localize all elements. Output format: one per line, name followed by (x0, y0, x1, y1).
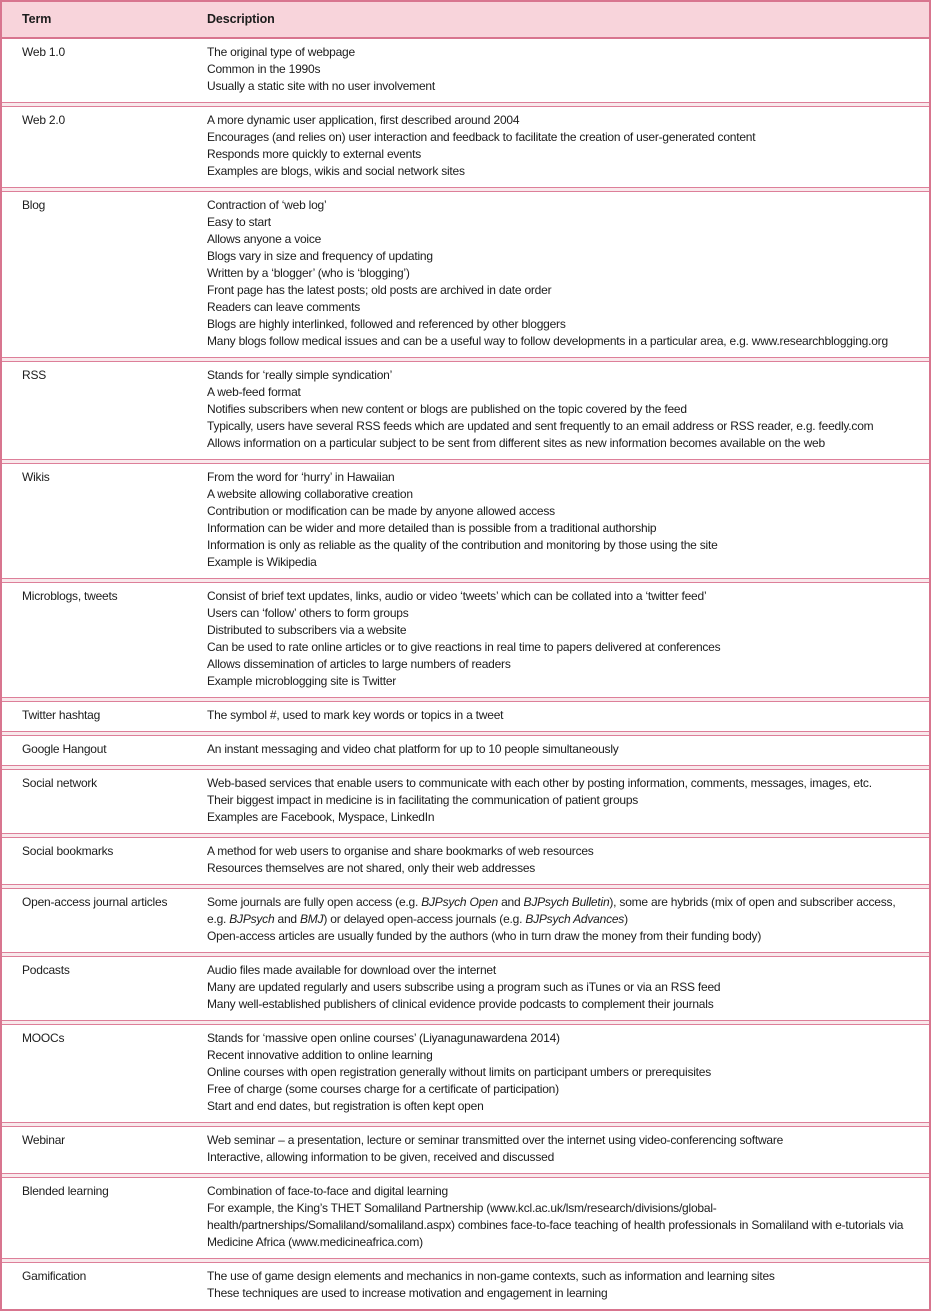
table-row (2, 838, 929, 884)
description-cell (207, 583, 929, 697)
description-line: Resources themselves are not shared, only their web addresses (207, 861, 536, 875)
description-line: Examples are Facebook, Myspace, LinkedIn (207, 810, 435, 824)
description-line: Stands for ‘really simple syndication’ (207, 368, 393, 382)
term-cell: Twitter hashtag (22, 708, 101, 722)
description-line: Combination of face-to-face and digital learning (207, 1184, 448, 1198)
description-line: Consist of brief text updates, links, audio or video ‘tweets’ which can be collated into a ‘twitter feed’ (207, 589, 707, 603)
description-line: Information is only as reliable as the quality of the contribution and monitoring by those using the site (207, 538, 718, 552)
table-row (2, 957, 929, 1020)
description-line: Some journals are fully open access (e.g. BJPsych Open and BJPsych Bulletin), some are hybrids (mix of open and subscriber access, e.g. BJPsych and BMJ) or delayed open-access journals (e.g. BJPsych Advances) (207, 895, 896, 926)
description-line: Interactive, allowing information to be given, received and discussed (207, 1150, 555, 1164)
description-line: The symbol #, used to mark key words or topics in a tweet (207, 708, 504, 722)
description-line: Web seminar – a presentation, lecture or seminar transmitted over the internet using video-conferencing software (207, 1133, 784, 1147)
term-cell: Web 1.0 (22, 45, 65, 59)
description-cell (207, 1263, 929, 1309)
description-cell (207, 464, 929, 578)
term-cell: Microblogs, tweets (22, 589, 118, 603)
term-cell: Google Hangout (22, 742, 107, 756)
description-cell (207, 1025, 929, 1122)
description-line: Examples are blogs, wikis and social network sites (207, 164, 465, 178)
table-row (2, 889, 929, 952)
description-line: Many well-established publishers of clinical evidence provide podcasts to complement their journals (207, 997, 714, 1011)
description-line: Front page has the latest posts; old posts are archived in date order (207, 283, 552, 297)
table-row (2, 192, 929, 357)
description-line: Common in the 1990s (207, 62, 321, 76)
description-line: For example, the King’s THET Somaliland Partnership (www.kcl.ac.uk/lsm/research/divisions/global-health/partnerships/Somaliland/somaliland.aspx) combines face-to-face teaching of health professionals in Somaliland with e-tutorials via Medicine Africa (www.medicineafrica.com) (207, 1201, 904, 1249)
description-line: Information can be wider and more detailed than is possible from a traditional authorship (207, 521, 657, 535)
term-cell: RSS (22, 368, 47, 382)
description-line: Responds more quickly to external events (207, 147, 421, 161)
table-row (2, 1025, 929, 1122)
description-line: Audio files made available for download over the internet (207, 963, 496, 977)
term-cell: Social bookmarks (22, 844, 114, 858)
table-row (2, 107, 929, 187)
description-line: Allows dissemination of articles to large numbers of readers (207, 657, 511, 671)
description-line: Notifies subscribers when new content or blogs are published on the topic covered by the feed (207, 402, 687, 416)
description-line: Allows information on a particular subject to be sent from different sites as new information becomes available on the web (207, 436, 825, 450)
description-line: Can be used to rate online articles or to give reactions in real time to papers delivered at conferences (207, 640, 721, 654)
description-line: An instant messaging and video chat platform for up to 10 people simultaneously (207, 742, 619, 756)
description-cell (207, 957, 929, 1020)
description-line: Example microblogging site is Twitter (207, 674, 397, 688)
description-line: Start and end dates, but registration is often kept open (207, 1099, 484, 1113)
description-line: From the word for ‘hurry’ in Hawaiian (207, 470, 395, 484)
term-cell: Blended learning (22, 1184, 109, 1198)
table-row (2, 770, 929, 833)
description-cell (207, 39, 929, 102)
description-line: Contraction of ‘web log’ (207, 198, 327, 212)
description-cell (207, 1127, 929, 1173)
table-row (2, 702, 929, 731)
description-line: Their biggest impact in medicine is in facilitating the communication of patient groups (207, 793, 639, 807)
description-line: The original type of webpage (207, 45, 355, 59)
term-cell: Open-access journal articles (22, 895, 168, 909)
description-line: Encourages (and relies on) user interaction and feedback to facilitate the creation of user-generated content (207, 130, 756, 144)
description-line: Contribution or modification can be made by anyone allowed access (207, 504, 555, 518)
description-line: Allows anyone a voice (207, 232, 322, 246)
table-row (2, 464, 929, 578)
description-line: These techniques are used to increase motivation and engagement in learning (207, 1286, 608, 1300)
description-cell (207, 889, 929, 952)
description-line: A website allowing collaborative creation (207, 487, 413, 501)
table-header-row (2, 2, 929, 39)
description-line: Easy to start (207, 215, 271, 229)
term-cell: Blog (22, 198, 46, 212)
table-row (2, 736, 929, 765)
description-line: Usually a static site with no user involvement (207, 79, 435, 93)
description-line: Typically, users have several RSS feeds which are updated and sent frequently to an email address or RSS reader, e.g. feedly.com (207, 419, 874, 433)
term-cell: Wikis (22, 470, 50, 484)
description-line: A more dynamic user application, first described around 2004 (207, 113, 520, 127)
description-cell (207, 192, 929, 357)
description-cell (207, 1178, 929, 1258)
description-line: Many are updated regularly and users subscribe using a program such as iTunes or via an RSS feed (207, 980, 721, 994)
term-cell: Web 2.0 (22, 113, 65, 127)
description-line: A web-feed format (207, 385, 301, 399)
description-line: Distributed to subscribers via a website (207, 623, 407, 637)
table-body (2, 39, 929, 1309)
description-line: Recent innovative addition to online learning (207, 1048, 433, 1062)
description-line: Web-based services that enable users to communicate with each other by posting information, comments, messages, images, etc. (207, 776, 872, 790)
term-cell: Gamification (22, 1269, 87, 1283)
description-line: Stands for ‘massive open online courses’ (Liyanagunawardena 2014) (207, 1031, 560, 1045)
description-line: Users can ‘follow’ others to form groups (207, 606, 409, 620)
description-cell (207, 838, 929, 884)
table-row (2, 39, 929, 102)
description-cell (207, 107, 929, 187)
description-line: Written by a ‘blogger’ (who is ‘blogging’) (207, 266, 410, 280)
table-row (2, 1178, 929, 1258)
term-cell: Podcasts (22, 963, 70, 977)
description-line: Blogs vary in size and frequency of updating (207, 249, 433, 263)
description-line: A method for web users to organise and share bookmarks of web resources (207, 844, 594, 858)
description-cell (207, 770, 929, 833)
description-line: Blogs are highly interlinked, followed and referenced by other bloggers (207, 317, 566, 331)
description-line: Open-access articles are usually funded by the authors (who in turn draw the money from their funding body) (207, 929, 762, 943)
description-line: Online courses with open registration generally without limits on participant umbers or prerequisites (207, 1065, 712, 1079)
description-cell (207, 736, 929, 765)
table-row (2, 1263, 929, 1309)
description-line: Example is Wikipedia (207, 555, 317, 569)
description-line: Readers can leave comments (207, 300, 361, 314)
table-row (2, 362, 929, 459)
term-cell: MOOCs (22, 1031, 65, 1045)
description-line: Free of charge (some courses charge for a certificate of participation) (207, 1082, 559, 1096)
table-row (2, 1127, 929, 1173)
table-row (2, 583, 929, 697)
description-line: The use of game design elements and mechanics in non-game contexts, such as information and learning sites (207, 1269, 775, 1283)
description-cell (207, 702, 929, 731)
term-cell: Social network (22, 776, 97, 790)
description-line: Many blogs follow medical issues and can be a useful way to follow developments in a particular area, e.g. www.researchblogging.org (207, 334, 888, 348)
term-cell: Webinar (22, 1133, 65, 1147)
column-header-description: Description (207, 12, 275, 26)
description-cell (207, 362, 929, 459)
column-header-term: Term (22, 12, 52, 26)
